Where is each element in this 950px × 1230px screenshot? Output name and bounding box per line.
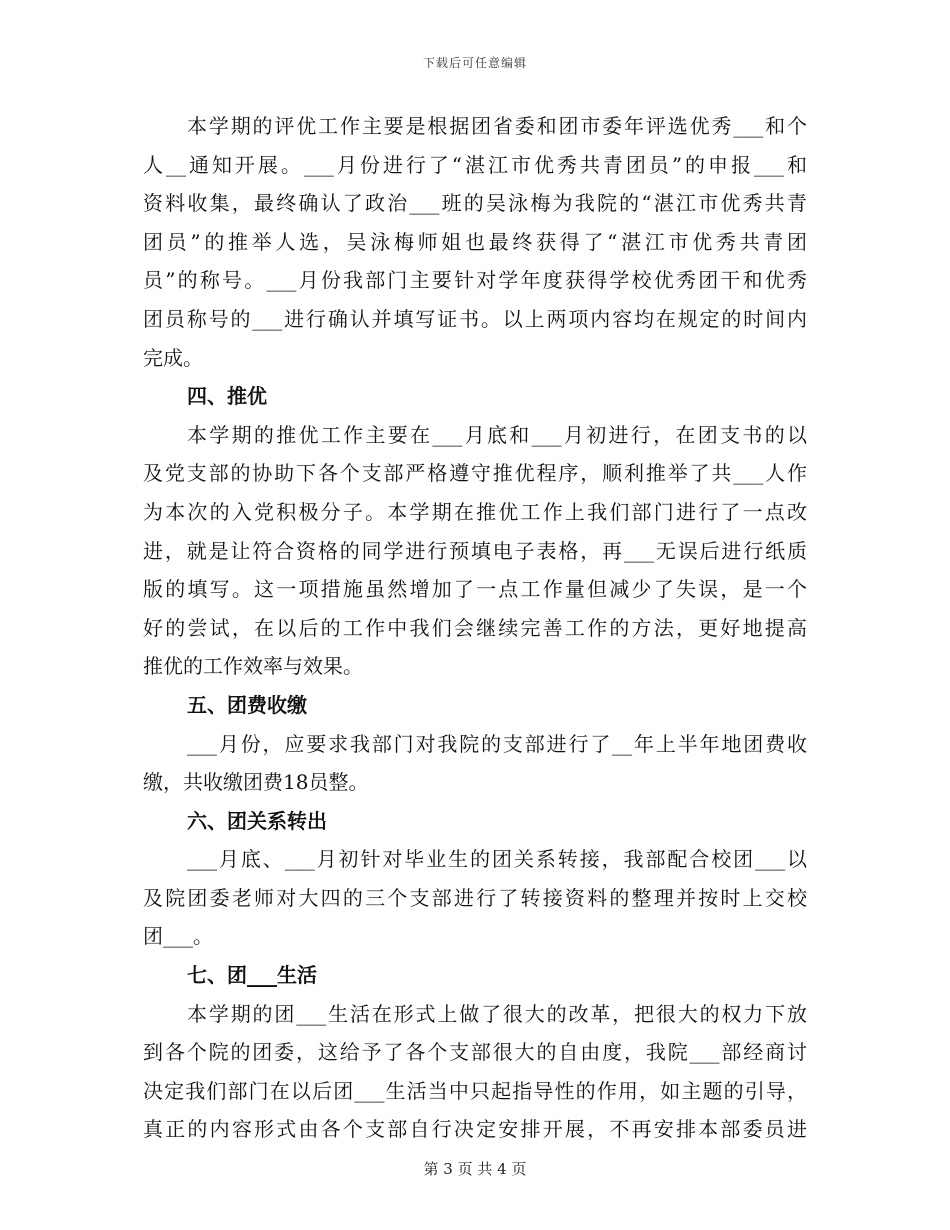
paragraph-fee-collection — [143, 725, 807, 802]
document-body — [143, 107, 807, 1149]
paragraph-line: 团员称号的___进行确认并填写证书。以上两项内容均在规定的时间内 — [143, 306, 807, 331]
paragraph-line: 到各个院的团委，这给予了各个支部很大的自由度，我院___部经商讨 — [143, 1040, 807, 1065]
paragraph-line: 完成。 — [143, 345, 203, 370]
page-header: 下载后可任意编辑 — [422, 56, 527, 70]
paragraph-line: 本学期的推优工作主要在___月底和___月初进行，在团支书的以 — [187, 422, 807, 447]
paragraph-transfer — [143, 840, 807, 956]
paragraph-line: 及院团委老师对大四的三个支部进行了转接资料的整理并按时上交校 — [143, 885, 807, 910]
section-heading-fee-collection: 五、团费收缴 — [187, 692, 307, 717]
paragraph-line: 版的填写。这一项措施虽然增加了一点工作量但减少了失误，是一个 — [143, 577, 807, 602]
section-heading-transfer: 六、团关系转出 — [187, 808, 327, 833]
paragraph-line: ___月底、___月初针对毕业生的团关系转接，我部配合校团___以 — [187, 847, 807, 872]
section-heading-league-life: 七、团___生活 — [187, 963, 317, 988]
paragraph-line: 及党支部的协助下各个支部严格遵守推优程序，顺利推举了共___人作 — [143, 461, 807, 486]
paragraph-line: 团___。 — [143, 924, 213, 949]
paragraph-line: 决定我们部门在以后团___生活当中只起指导性的作用，如主题的引导， — [143, 1078, 807, 1103]
paragraph-recommendation — [143, 416, 807, 686]
paragraph-line: 资料收集，最终确认了政治___班的吴泳梅为我院的“湛江市优秀共青 — [143, 191, 807, 216]
paragraph-line: 人__通知开展。___月份进行了“湛江市优秀共青团员”的申报___和 — [143, 152, 807, 177]
paragraph-line: ___月份，应要求我部门对我院的支部进行了__年上半年地团费收 — [187, 731, 807, 756]
paragraph-line: 员”的称号。___月份我部门主要针对学年度获得学校优秀团干和优秀 — [143, 268, 807, 293]
paragraph-line: 推优的工作效率与效果。 — [143, 654, 363, 679]
paragraph-line: 真正的内容形式由各个支部自行决定安排开展，不再安排本部委员进 — [143, 1117, 807, 1142]
paragraph-line: 进，就是让符合资格的同学进行预填电子表格，再___无误后进行纸质 — [143, 538, 807, 563]
paragraph-line: 团员”的推举人选，吴泳梅师姐也最终获得了“湛江市优秀共青团 — [143, 229, 807, 254]
paragraph-line: 好的尝试，在以后的工作中我们会继续完善工作的方法，更好地提高 — [143, 615, 807, 640]
paragraph-evaluation — [143, 107, 807, 377]
paragraph-line: 本学期的评优工作主要是根据团省委和团市委年评选优秀___和个 — [187, 114, 807, 138]
paragraph-line: 为本次的入党积极分子。本学期在推优工作上我们部门进行了一点改 — [143, 499, 807, 524]
paragraph-line: 本学期的团___生活在形式上做了很大的改革，把很大的权力下放 — [187, 1001, 807, 1026]
section-heading-recommendation: 四、推优 — [187, 384, 267, 409]
paragraph-league-life — [143, 995, 807, 1149]
paragraph-line: 缴，共收缴团费18员整。 — [143, 770, 369, 795]
page-number: 第 3 页 共 4 页 — [423, 1160, 527, 1178]
